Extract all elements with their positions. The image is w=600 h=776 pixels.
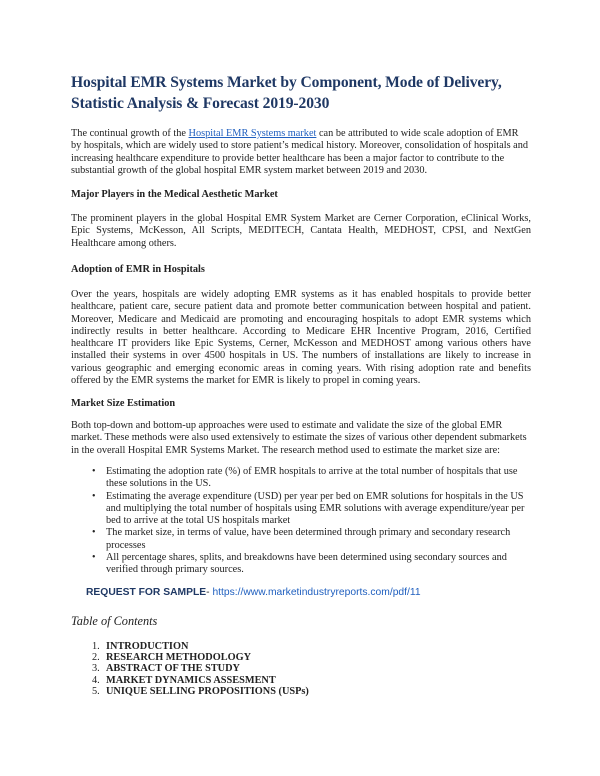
list-item: • All percentage shares, splits, and breakdowns have been determined using secondary sources and verified through primary sources. xyxy=(92,552,532,577)
toc-item[interactable] xyxy=(92,652,492,663)
list-item: • Estimating the average expenditure (USD) per year per bed on EMR solutions for hospitals in the US and multiplying the total number of hospitals using EMR solutions with average expenditure/year per bed to arrive at the total US hospitals market xyxy=(92,491,532,528)
estimation-heading: Market Size Estimation xyxy=(71,398,176,409)
intro-text-after: can be attributed to wide scale adoption of EMR by hospitals, which are widely used to store patient’s medical history. Moreover, consolidation of hospitals and increasing healthcare expenditure to provide better healthcare has been a major factor to contribute to the substantial growth of the global hospital EMR system market between 2019 and 2030. xyxy=(71,128,529,176)
toc-item-label: MARKET DYNAMICS ASSESMENT xyxy=(106,674,276,686)
adoption-paragraph: Over the years, hospitals are widely adopting EMR systems as it has enabled hospitals to provide better healthcare, patient care, secure patient data and promote better communication between hospital and patient. Moreover, Medicare and Medicaid are promoting and encouraging hospitals to adopt EMR systems which indirectly results in better healthcare. According to Medicare EHR Incentive Program, 2016, Certified healthcare IT providers like Epic Systems, Cerner, McKesson and MEDHOST among various others have installed their systems in over 4500 hospitals in US. The numbers of installations are likely to increase in various geographic and emerging economic areas in coming years. With rising adoption rate and benefits offered by the EMR systems the market for EMR is likely to propel in coming years. xyxy=(71,289,531,387)
players-heading: Major Players in the Medical Aesthetic Market xyxy=(71,189,278,200)
request-sample-url[interactable]: https://www.marketindustryreports.com/pdf/11 xyxy=(212,587,421,598)
toc-item-label: INTRODUCTION xyxy=(106,641,189,652)
toc-item-number: 3. xyxy=(92,663,100,675)
toc-item-number: 5. xyxy=(92,685,100,697)
estimation-paragraph: Both top-down and bottom-up approaches were used to estimate and validate the size of the global EMR market. These methods were also used extensively to estimate the sizes of various other dependent submarkets in the overall Hospital EMR Systems Market. The research method used to estimate the market size are: xyxy=(71,420,527,456)
list-item: • The market size, in terms of value, have been determined through primary and secondary research processes xyxy=(92,527,532,552)
estimation-bullet-list xyxy=(92,466,532,577)
intro-paragraph xyxy=(71,128,531,177)
toc-list xyxy=(92,641,492,697)
toc-item[interactable] xyxy=(92,663,492,674)
list-item: • Estimating the adoption rate (%) of EMR hospitals to arrive at the total number of hospitals that use these solutions in the US. xyxy=(92,466,532,491)
players-paragraph: The prominent players in the global Hospital EMR System Market are Cerner Corporation, eClinical Works, Epic Systems, McKesson, All Scripts, MEDITECH, Cantata Health, MEDHOST, CPSI, and NextGen Healthcare among others. xyxy=(71,213,531,249)
toc-item[interactable] xyxy=(92,675,492,686)
request-sample-separator: - xyxy=(206,587,213,598)
toc-item[interactable] xyxy=(92,686,492,697)
request-sample-line xyxy=(86,587,546,598)
page-title: Hospital EMR Systems Market by Component, Mode of Delivery, Statistic Analysis & Forecast 2019-2030 xyxy=(71,74,502,112)
toc-item-number: 1. xyxy=(92,641,100,652)
toc-title: Table of Contents xyxy=(71,614,158,628)
toc-item-number: 4. xyxy=(92,674,100,686)
toc-item[interactable] xyxy=(92,641,492,652)
market-link[interactable]: Hospital EMR Systems market xyxy=(188,128,317,139)
toc-item-number: 2. xyxy=(92,652,100,664)
request-sample-label: REQUEST FOR SAMPLE xyxy=(86,587,207,598)
toc-item-label: RESEARCH METHODOLOGY xyxy=(106,652,252,664)
toc-item-label: UNIQUE SELLING PROPOSITIONS (USPs) xyxy=(106,685,309,697)
toc-item-label: ABSTRACT OF THE STUDY xyxy=(106,663,240,675)
intro-text-before: The continual growth of the xyxy=(71,128,189,139)
adoption-heading: Adoption of EMR in Hospitals xyxy=(71,264,205,275)
